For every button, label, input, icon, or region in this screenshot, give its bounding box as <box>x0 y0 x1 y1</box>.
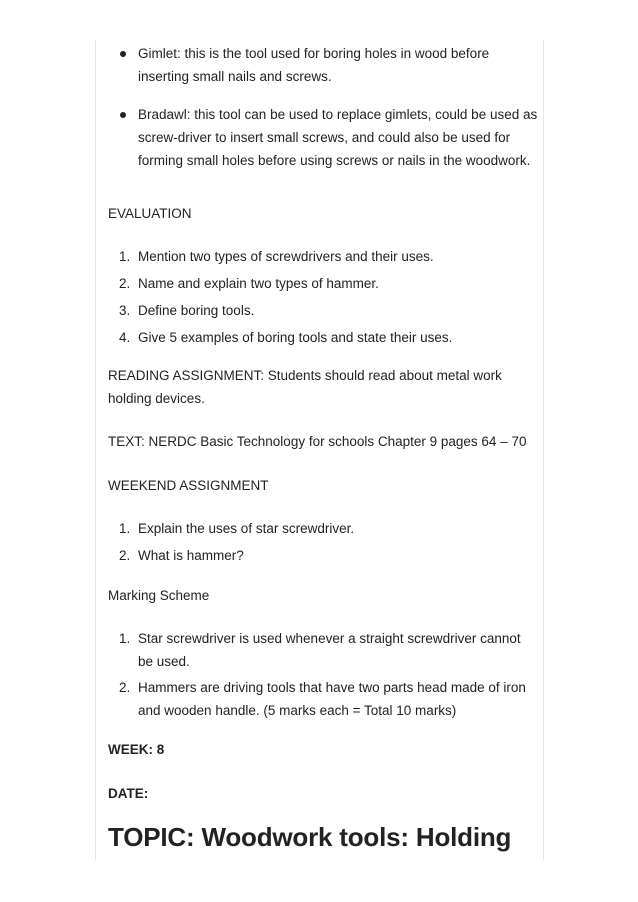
list-item-text: Star screwdriver is used whenever a straight screwdriver cannot be used. <box>138 631 521 669</box>
evaluation-list <box>108 245 538 349</box>
weekend-heading: WEEKEND ASSIGNMENT <box>108 478 269 493</box>
list-item <box>119 42 539 88</box>
bullet-text: Bradawl: this tool can be used to replace gimlets, could be used as screw-driver to insert small screws, and could also be used for forming small holes before using screws or nails in the woodwork. <box>138 107 538 168</box>
list-item-text: Name and explain two types of hammer. <box>138 276 379 291</box>
date-label: DATE: <box>108 786 149 801</box>
marking-list <box>108 627 528 722</box>
list-item: 2. Hammers are driving tools that have two parts head made of iron and wooden handle. (5 marks each = Total 10 marks) <box>119 680 526 718</box>
weekend-list <box>108 517 538 567</box>
list-item: 1. Star screwdriver is used whenever a straight screwdriver cannot be used. <box>119 631 521 669</box>
marking-heading: Marking Scheme <box>108 588 210 603</box>
list-item-text: Give 5 examples of boring tools and state their uses. <box>138 330 453 345</box>
bullet-dot <box>120 112 126 118</box>
list-item-text: Explain the uses of star screwdriver. <box>138 521 355 536</box>
list-item: 3. Define boring tools. <box>119 303 255 318</box>
list-item: 2. What is hammer? <box>119 548 244 563</box>
list-item <box>119 103 539 172</box>
list-item: 1. Mention two types of screwdrivers and their uses. <box>119 249 434 264</box>
list-item: 1. Explain the uses of star screwdriver. <box>119 521 355 536</box>
text-reference: TEXT: NERDC Basic Technology for schools Chapter 9 pages 64 – 70 <box>108 434 527 449</box>
list-item: 2. Name and explain two types of hammer. <box>119 276 379 291</box>
list-item-text: Define boring tools. <box>138 303 255 318</box>
topic-heading: TOPIC: Woodwork tools: Holding <box>108 822 512 852</box>
reading-assignment: READING ASSIGNMENT: Students should read about metal work holding devices. <box>108 368 502 406</box>
list-item-text: What is hammer? <box>138 548 244 563</box>
tool-bullet-list <box>119 42 539 172</box>
list-item-text: Hammers are driving tools that have two parts head made of iron and wooden handle. (5 marks each = Total 10 marks) <box>138 680 526 718</box>
list-item: 4. Give 5 examples of boring tools and state their uses. <box>119 330 453 345</box>
week-label: WEEK: 8 <box>108 742 165 757</box>
bullet-text: Gimlet: this is the tool used for boring holes in wood before inserting small nails and screws. <box>138 46 490 84</box>
list-item-text: Mention two types of screwdrivers and their uses. <box>138 249 434 264</box>
bullet-dot <box>120 51 126 57</box>
evaluation-heading: EVALUATION <box>108 206 192 221</box>
